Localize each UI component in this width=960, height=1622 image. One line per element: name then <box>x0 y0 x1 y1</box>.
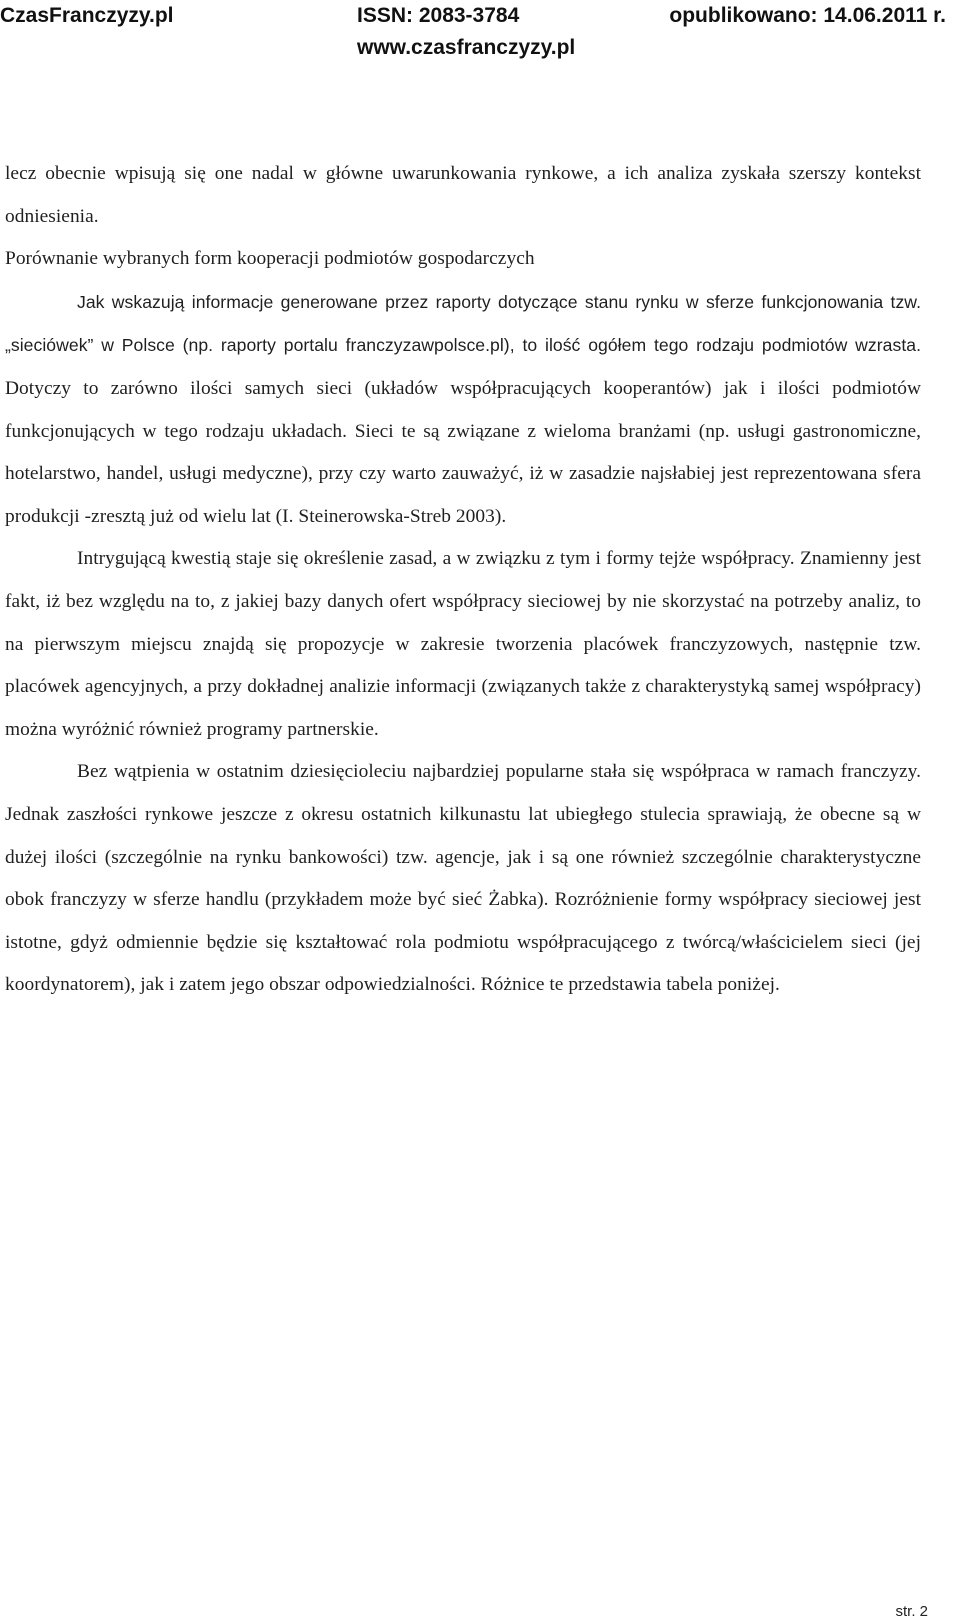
header-issn: ISSN: 2083-3784 <box>357 4 520 27</box>
paragraph-3: Intrygującą kwestią staje się określenie zasad, a w związku z tym i formy tejże współpracy. Znamienny jest fakt, iż bez względu na to, z jakiej bazy danych ofert współpracy sieciowej by nie skorzystać na potrzeby analiz, to na pierwszym miejscu znajdą się propozycje w zakresie tworzenia placówek franczyzowych, następnie tzw. placówek agencyjnych, a przy dokładnej analizie informacji (związanych także z charakterystyką samej współpracy) można wyróżnić również programy partnerskie. <box>5 548 921 740</box>
page-header <box>0 0 960 64</box>
section-heading: Porównanie wybranych form kooperacji podmiotów gospodarczych <box>5 248 535 270</box>
page-number: str. 2 <box>895 1603 928 1620</box>
header-website-url: www.czasfranczyzy.pl <box>357 36 576 59</box>
paragraph-4: Bez wątpienia w ostatnim dziesięcioleciu najbardziej popularne stała się współpraca w ramach franczyzy. Jednak zaszłości rynkowe jeszcze z okresu ostatnich kilkunastu lat ubiegłego stulecia sprawiają, że obecne są w dużej ilości (szczególnie na rynku bankowości) tzw. agencje, jak i są one również szczególnie charakterystyczne obok franczyzy w sferze handlu (przykładem może być sieć Żabka). Rozróżnienie formy współpracy sieciowej jest istotne, gdyż odmiennie będzie się kształtować rola podmiotu współpracującego z twórcą/właścicielem sieci (jej koordynatorem), jak i zatem jego obszar odpowiedzialności. Różnice te przedstawia tabela poniżej. <box>5 761 921 996</box>
paragraph-2-sans-text: Jak wskazują informacje generowane przez raporty dotyczące stanu rynku w sferze funkcjonowania tzw. „sieciówek” w Polsce (np. raporty portalu franczyzawpolsce.pl), to ilość ogółem tego rodzaju podmiotów wzrasta. <box>5 291 921 356</box>
paragraph-2 <box>5 281 921 539</box>
paragraph-1: lecz obecnie wpisują się one nadal w główne uwarunkowania rynkowe, a ich analiza zyskała szerszy kontekst odniesienia. <box>5 163 921 227</box>
article-body <box>5 153 921 1007</box>
paragraph-2-serif-text: Dotyczy to zarówno ilości samych sieci (układów współpracujących kooperantów) jak i ilości podmiotów funkcjonujących w tego rodzaju układach. Sieci te są związane z wieloma branżami (np. usługi gastronomiczne, hotelarstwo, handel, usługi medyczne), przy czy warto zauważyć, iż w zasadzie najsłabiej jest reprezentowana sfera produkcji -zresztą już od wielu lat (I. Steinerowska-Streb 2003). <box>5 377 921 527</box>
header-publication-date: opublikowano: 14.06.2011 r. <box>669 4 946 27</box>
header-site-name: CzasFranczyzy.pl <box>0 4 174 27</box>
